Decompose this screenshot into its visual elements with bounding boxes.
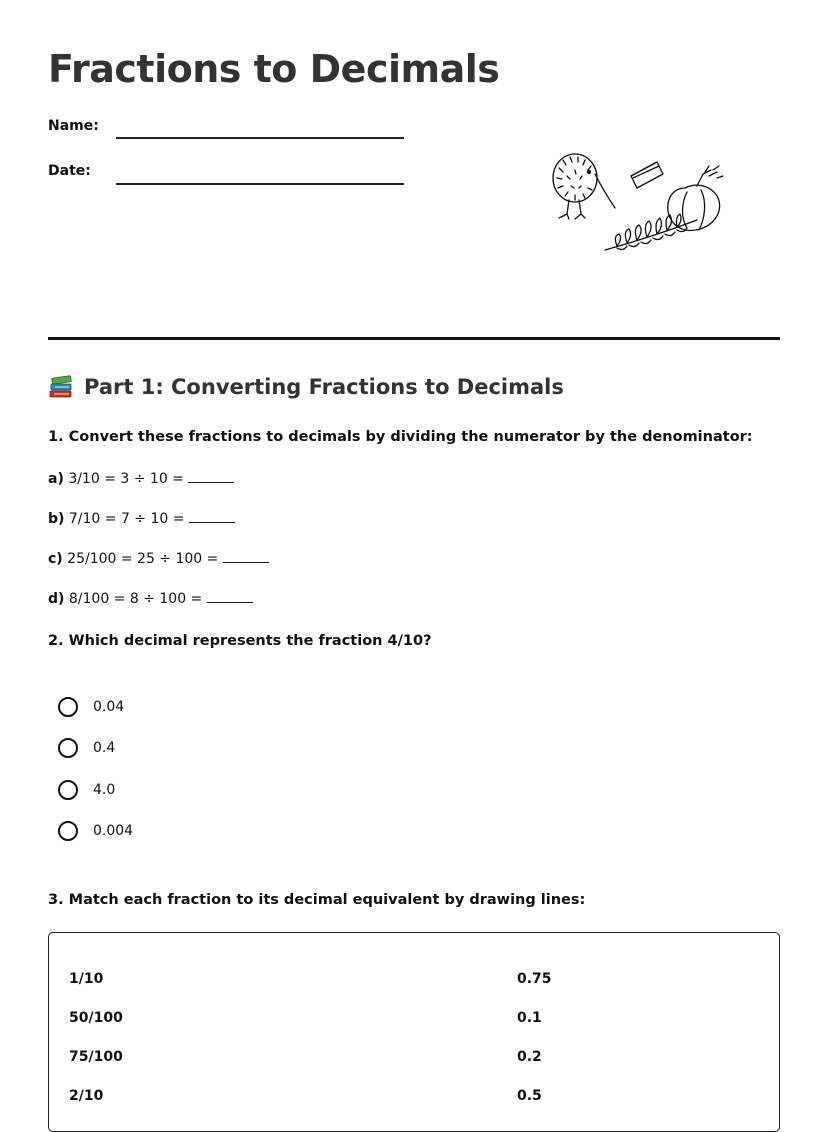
- worksheet-title: Fractions to Decimals: [48, 47, 500, 91]
- match-fraction[interactable]: 50/100: [69, 1010, 123, 1026]
- question-1-item: [48, 510, 235, 527]
- answer-option[interactable]: [58, 821, 133, 841]
- option-label: 0.004: [93, 823, 134, 839]
- match-decimal[interactable]: 0.1: [517, 1010, 542, 1026]
- question-1-item: [48, 550, 269, 567]
- answer-blank[interactable]: [223, 550, 269, 563]
- item-text: 3/10 = 3 ÷ 10 =: [68, 471, 184, 487]
- match-decimal[interactable]: 0.75: [517, 971, 552, 987]
- item-text: 7/10 = 7 ÷ 10 =: [68, 511, 185, 527]
- match-decimal[interactable]: 0.5: [517, 1088, 542, 1104]
- match-decimal[interactable]: 0.2: [517, 1049, 542, 1065]
- section-divider: [48, 337, 780, 340]
- matching-box: [48, 932, 780, 1132]
- match-fraction[interactable]: 75/100: [69, 1049, 123, 1065]
- question-2-prompt: 2. Which decimal represents the fraction 4/10?: [48, 633, 432, 649]
- answer-blank[interactable]: [207, 590, 253, 603]
- radio-button[interactable]: [58, 738, 78, 758]
- question-1-item: [48, 470, 234, 487]
- item-letter: a): [48, 471, 64, 487]
- match-fraction[interactable]: 1/10: [69, 971, 104, 987]
- kiwi-bird-cheese-fern-pumpkin-icon: [545, 148, 735, 258]
- radio-button[interactable]: [58, 697, 78, 717]
- radio-button[interactable]: [58, 780, 78, 800]
- date-line[interactable]: [116, 183, 404, 185]
- item-letter: c): [48, 551, 63, 567]
- date-label: Date:: [48, 163, 91, 179]
- name-line[interactable]: [116, 137, 404, 139]
- answer-option[interactable]: [58, 780, 115, 800]
- answer-blank[interactable]: [189, 510, 235, 523]
- question-3-prompt: 3. Match each fraction to its decimal equivalent by drawing lines:: [48, 892, 586, 908]
- answer-option[interactable]: [58, 738, 115, 758]
- radio-button[interactable]: [58, 821, 78, 841]
- item-text: 25/100 = 25 ÷ 100 =: [67, 551, 219, 567]
- part1-heading-text: Part 1: Converting Fractions to Decimals: [84, 375, 564, 399]
- books-icon: [48, 374, 74, 400]
- answer-option[interactable]: [58, 697, 124, 717]
- match-fraction[interactable]: 2/10: [69, 1088, 104, 1104]
- question-1-prompt: 1. Convert these fractions to decimals by dividing the numerator by the denominator:: [48, 429, 753, 445]
- name-label: Name:: [48, 118, 99, 134]
- question-1-item: [48, 590, 253, 607]
- part1-heading: [48, 374, 564, 400]
- answer-blank[interactable]: [188, 470, 234, 483]
- option-label: 0.04: [93, 699, 125, 715]
- item-letter: d): [48, 591, 65, 607]
- item-letter: b): [48, 511, 65, 527]
- option-label: 4.0: [93, 782, 116, 798]
- option-label: 0.4: [93, 740, 116, 756]
- item-text: 8/100 = 8 ÷ 100 =: [68, 591, 203, 607]
